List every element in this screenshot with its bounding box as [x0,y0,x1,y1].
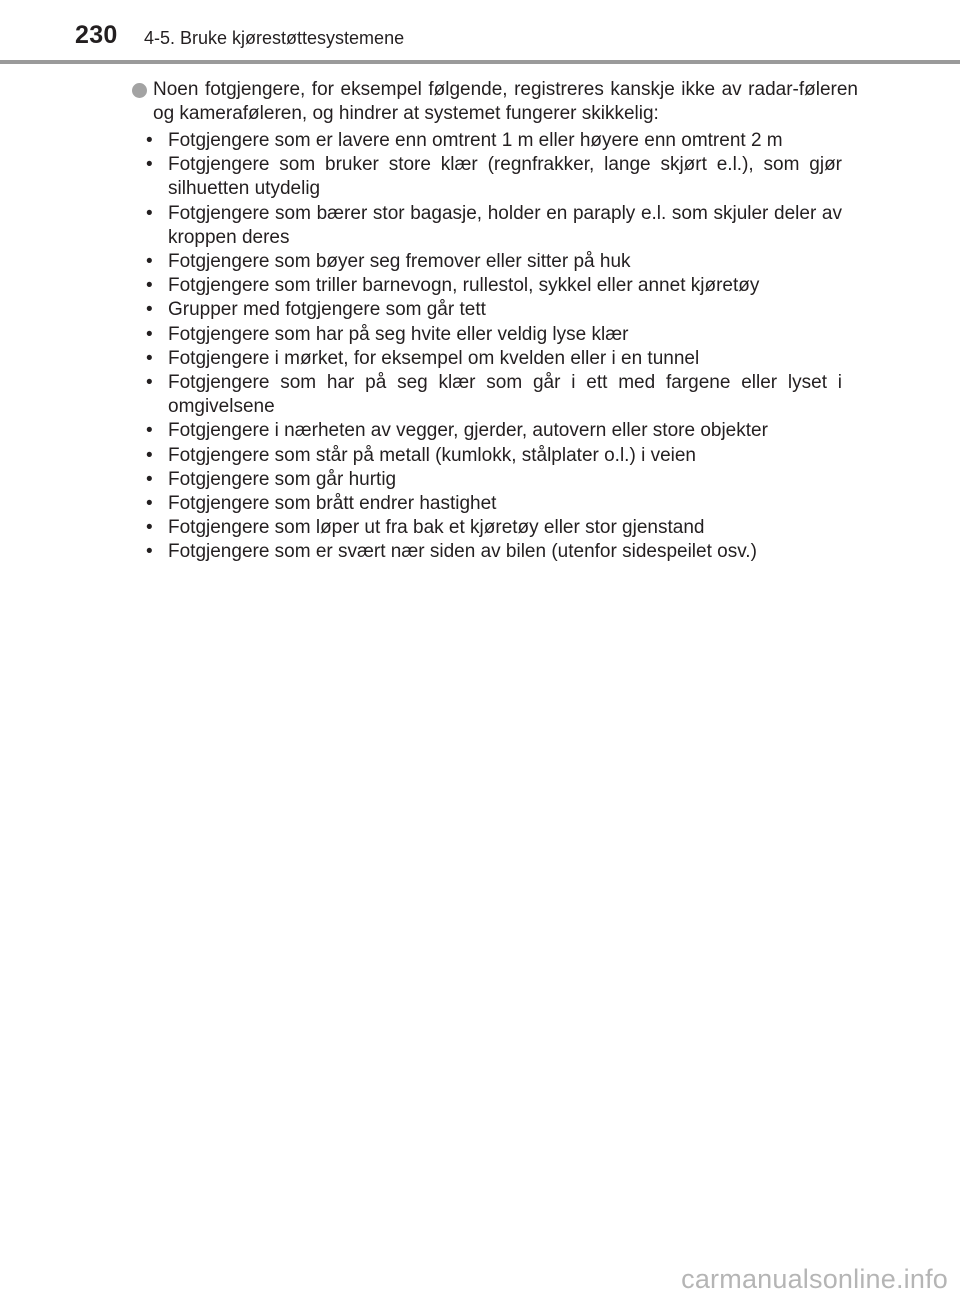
page-number: 230 [75,21,118,49]
list-item: • Fotgjengere som bøyer seg fremover eller sitter på huk [146,250,842,274]
intro-paragraph [132,78,858,126]
list-item: • Fotgjengere som bærer stor bagasje, holder en paraply e.l. som skjuler deler av kroppen deres [146,202,842,250]
watermark: carmanualsonline.info [681,1264,948,1294]
list-item: • Fotgjengere i mørket, for eksempel om kvelden eller i en tunnel [146,347,842,371]
list-item: • Fotgjengere som har på seg klær som går i ett med fargene eller lyset i omgivelsene [146,371,842,419]
list-item: • Fotgjengere i nærheten av vegger, gjerder, autovern eller store objekter [146,419,842,443]
list-item: • Grupper med fotgjengere som går tett [146,298,842,322]
circle-bullet-icon [132,83,147,98]
intro-text: Noen fotgjengere, for eksempel følgende, registreres kanskje ikke av radar-føleren og kameraføleren, og hindrer at systemet fungerer skikkelig: [153,79,858,124]
list-item: • Fotgjengere som står på metall (kumlokk, stålplater o.l.) i veien [146,444,842,468]
list-item: • Fotgjengere som går hurtig [146,468,842,492]
list-item: • Fotgjengere som bruker store klær (regnfrakker, lange skjørt e.l.), som gjør silhuetten utydelig [146,153,842,201]
header-divider [0,60,960,64]
list-item: • Fotgjengere som brått endrer hastighet [146,492,842,516]
list-item: • Fotgjengere som triller barnevogn, rullestol, sykkel eller annet kjøretøy [146,274,842,298]
list-item: • Fotgjengere som har på seg hvite eller veldig lyse klær [146,323,842,347]
pedestrian-condition-list [146,129,842,565]
list-item: • Fotgjengere som er svært nær siden av bilen (utenfor sidespeilet osv.) [146,540,842,564]
list-item: • Fotgjengere som er lavere enn omtrent 1 m eller høyere enn omtrent 2 m [146,129,842,153]
section-title: 4-5. Bruke kjørestøttesystemene [144,28,405,48]
list-item: • Fotgjengere som løper ut fra bak et kjøretøy eller stor gjenstand [146,516,842,540]
